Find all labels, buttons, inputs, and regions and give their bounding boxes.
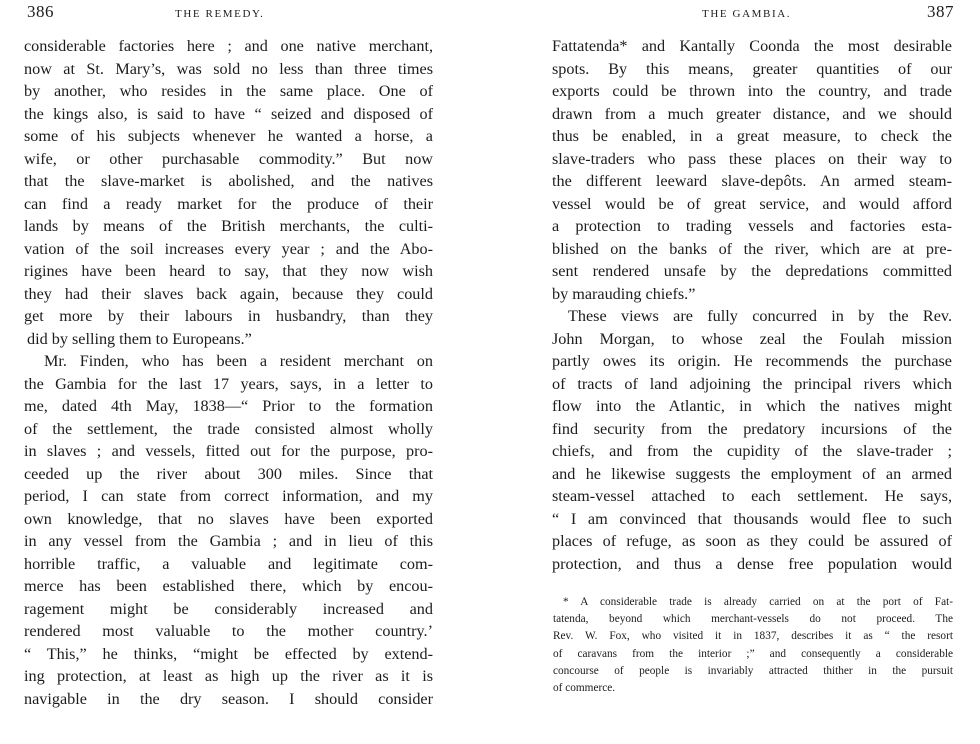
footnote-line: concourse of people is invariably attracted thither in the pursuit	[553, 664, 953, 677]
text-line: that the slave-market is abolished, and the natives	[24, 172, 433, 190]
text-line: find security from the predatory incursions of the	[552, 419, 952, 438]
text-line: merce has been established there, which by encou-	[24, 577, 433, 595]
footnote-line: of caravans from the interior ;” and consequently a considerable	[553, 647, 953, 660]
text-line: thus be enabled, in a great measure, to check the	[552, 127, 952, 145]
running-head: THE GAMBIA.	[702, 8, 792, 20]
text-line: can find a ready market for the produce of their	[24, 194, 433, 213]
text-line: chiefs, and from the cupidity of the slave-trader ;	[552, 442, 952, 460]
footnote	[553, 594, 953, 697]
text-line: ing protection, at least as high up the river as it is	[24, 667, 433, 685]
text-line: by another, who resides in the same place. One of	[24, 82, 433, 100]
page-number: 387	[927, 2, 954, 21]
text-line: exports could be thrown into the country, and trade	[552, 82, 952, 100]
text-line: wife, or other purchasable commodity.” But now	[24, 149, 433, 168]
text-line: spots. By this means, greater quantities of our	[552, 59, 952, 78]
text-line: ceeded up the river about 300 miles. Since that	[24, 464, 433, 483]
text-line: Fattatenda* and Kantally Coonda the most desirable	[552, 37, 952, 55]
text-line: “ This,” he thinks, “might be effected by extend-	[24, 644, 433, 663]
text-line: blished on the banks of the river, which are at pre-	[552, 239, 952, 258]
text-line: “ I am convinced that thousands would flee to such	[552, 509, 952, 528]
text-line: rendered most valuable to the mother country.’	[24, 622, 433, 640]
text-line: some of his subjects whenever he wanted a horse, a	[24, 127, 433, 145]
text-line: These views are fully concurred in by the Rev.	[568, 307, 952, 325]
text-line: horrible traffic, a valuable and legitimate com-	[24, 554, 433, 573]
text-line: places of refuge, as soon as they could be assured of	[552, 532, 952, 550]
text-line: flow into the Atlantic, in which the natives might	[552, 397, 952, 415]
text-line: get more by their labours in husbandry, than they	[24, 307, 433, 325]
footnote-line: tatenda, beyond which merchant-vessels do not proceed. The	[553, 613, 953, 626]
text-line: slave-traders who pass these places on their way to	[552, 149, 952, 168]
body-text	[24, 35, 433, 710]
text-line: now at St. Mary’s, was sold no less than three times	[24, 59, 433, 78]
footnote-line: of commerce.	[553, 681, 616, 694]
text-line: own knowledge, that no slaves have been exported	[24, 509, 433, 528]
text-line: of the settlement, the trade consisted almost wholly	[24, 419, 433, 438]
text-line: sent rendered unsafe by the depredations committed	[552, 262, 952, 280]
right-page	[490, 0, 980, 744]
text-line: a protection to trading vessels and factories esta-	[552, 217, 952, 235]
footnote-line: * A considerable trade is already carried on at the port of Fat-	[563, 596, 953, 608]
text-line: the different leeward slave-depôts. An armed steam-	[552, 172, 952, 190]
running-head: THE REMEDY.	[175, 8, 265, 20]
text-line: vessel would be of great service, and would afford	[552, 194, 952, 213]
text-line: ragement might be considerably increased and	[24, 599, 433, 618]
page-number: 386	[27, 2, 54, 21]
text-line: navigable in the dry season. I should consider	[24, 689, 433, 708]
footnote-line: Rev. W. Fox, who visited it in 1837, describes it as “ the resort	[553, 630, 953, 643]
text-line: rigines have been heard to say, that they now wish	[24, 262, 433, 280]
body-text	[552, 35, 952, 575]
text-line: of tracts of land adjoining the principal rivers which	[552, 374, 952, 393]
text-line: partly owes its origin. He recommends the purchase	[552, 352, 952, 370]
text-line: drawn from a much greater distance, and we should	[552, 104, 952, 123]
text-line: John Morgan, to whose zeal the Foulah mission	[552, 329, 952, 348]
text-line: by marauding chiefs.”	[552, 284, 696, 303]
text-line: the kings also, is said to have “ seized and disposed of	[24, 104, 433, 123]
text-line: lands by means of the British merchants, the culti-	[24, 217, 433, 235]
text-line: in any vessel from the Gambia ; and in lieu of this	[24, 532, 433, 550]
text-line: in slaves ; and vessels, fitted out for the purpose, pro-	[24, 442, 433, 460]
text-line: protection, and thus a dense free population would	[552, 554, 952, 573]
text-line: and he likewise suggests the employment of an armed	[552, 464, 952, 483]
text-line: Mr. Finden, who has been a resident merchant on	[44, 352, 433, 370]
text-line: they had their slaves back again, because they could	[24, 284, 433, 303]
text-line: steam-vessel attached to each settlement. He says,	[552, 487, 952, 505]
text-line: me, dated 4th May, 1838—“ Prior to the formation	[24, 397, 433, 415]
text-line: the Gambia for the last 17 years, says, in a letter to	[24, 374, 433, 393]
text-line: period, I can state from correct information, and my	[24, 487, 433, 505]
text-line: vation of the soil increases every year ; and the Abo-	[24, 239, 433, 258]
text-line: considerable factories here ; and one native merchant,	[24, 37, 433, 55]
text-line: did by selling them to Europeans.”	[27, 329, 252, 348]
